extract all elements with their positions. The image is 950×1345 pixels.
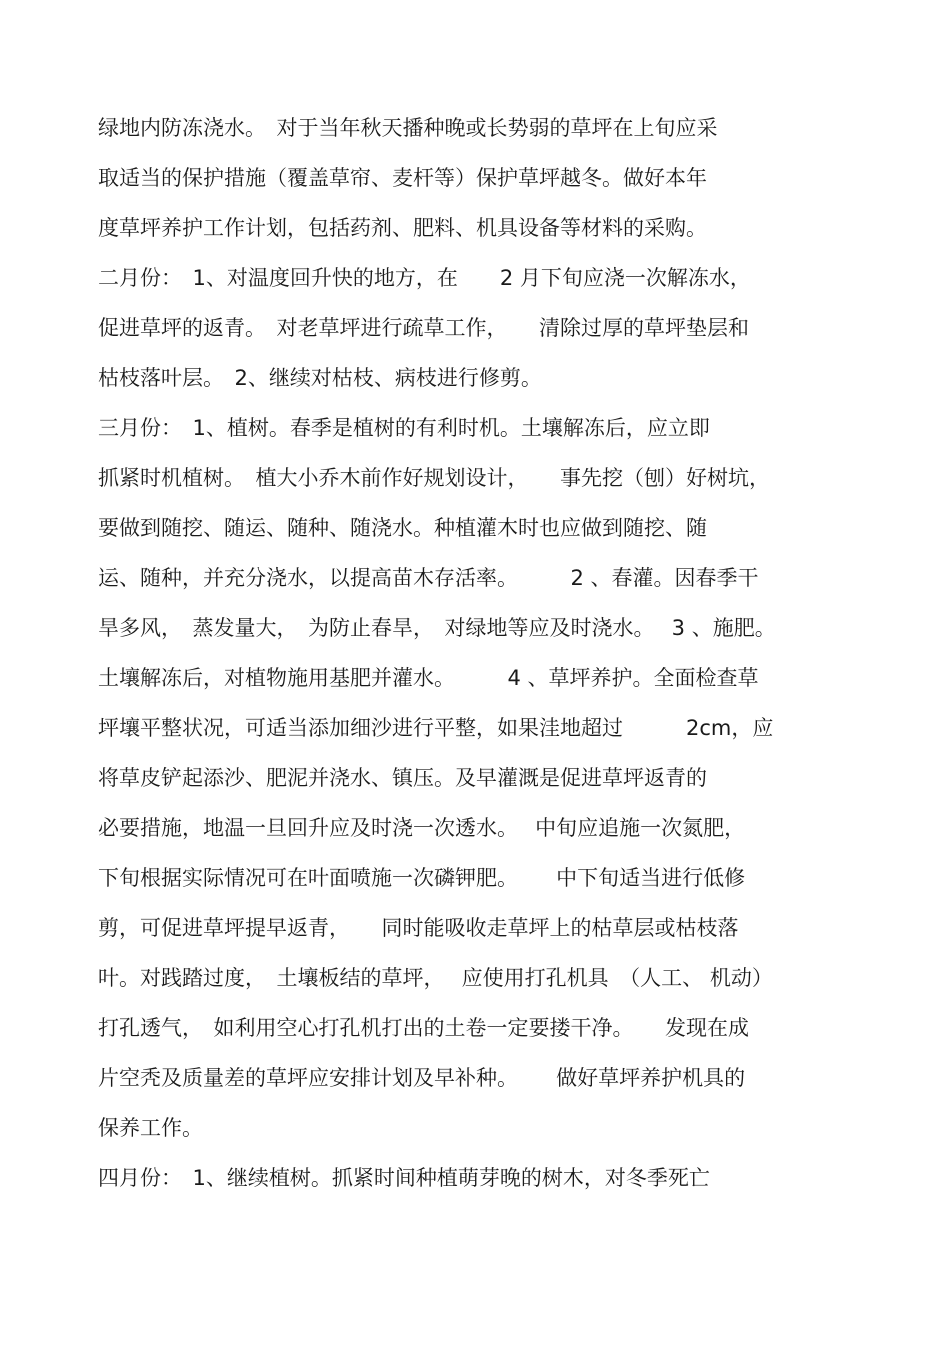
text-line: 剪，可促进草坪提早返青， 同时能吸收走草坪上的枯草层或枯枝落 <box>98 916 739 940</box>
text-line: 度草坪养护工作计划，包括药剂、肥料、机具设备等材料的采购。 <box>98 216 707 240</box>
text-line-february: 二月份： 1、对温度回升快的地方，在 2 月下旬应浇一次解冻水， <box>98 266 751 290</box>
text-line: 将草皮铲起添沙、肥泥并浇水、镇压。及早灌溉是促进草坪返青的 <box>98 766 707 790</box>
text-line: 要做到随挖、随运、随种、随浇水。种植灌木时也应做到随挖、随 <box>98 516 707 540</box>
text-line: 取适当的保护措施（覆盖草帘、麦杆等）保护草坪越冬。做好本年 <box>98 166 707 190</box>
text-line: 枯枝落叶层。 2、继续对枯枝、病枝进行修剪。 <box>98 366 542 390</box>
text-line: 坪壤平整状况，可适当添加细沙进行平整，如果洼地超过 2cm，应 <box>98 716 774 740</box>
text-line: 运、随种，并充分浇水，以提高苗木存活率。 2 、春灌。因春季干 <box>98 566 759 590</box>
text-line: 打孔透气， 如利用空心打孔机打出的土卷一定要搂干净。 发现在成 <box>98 1016 749 1040</box>
text-line-april: 四月份： 1、继续植树。抓紧时间种植萌芽晚的树木，对冬季死亡 <box>98 1166 710 1190</box>
text-line-march: 三月份： 1、植树。春季是植树的有利时机。土壤解冻后，应立即 <box>98 416 710 440</box>
text-line: 土壤解冻后，对植物施用基肥并灌水。 4 、草坪养护。全面检查草 <box>98 666 759 690</box>
text-line: 必要措施，地温一旦回升应及时浇一次透水。 中旬应追施一次氮肥， <box>98 816 746 840</box>
text-line: 下旬根据实际情况可在叶面喷施一次磷钾肥。 中下旬适当进行低修 <box>98 866 746 890</box>
text-line: 抓紧时机植树。 植大小乔木前作好规划设计， 事先挖（刨）好树坑， <box>98 466 770 490</box>
text-line: 保养工作。 <box>98 1116 203 1140</box>
text-line: 片空秃及质量差的草坪应安排计划及早补种。 做好草坪养护机具的 <box>98 1066 746 1090</box>
text-line: 绿地内防冻浇水。 对于当年秋天播种晚或长势弱的草坪在上旬应采 <box>98 116 718 140</box>
text-line: 旱多风， 蒸发量大， 为防止春旱， 对绿地等应及时浇水。 3 、施肥。 <box>98 616 776 640</box>
text-line: 促进草坪的返青。 对老草坪进行疏草工作， 清除过厚的草坪垫层和 <box>98 316 749 340</box>
body-text <box>98 108 858 1208</box>
text-line: 叶。对践踏过度， 土壤板结的草坪， 应使用打孔机具 （人工、 机动） <box>98 966 773 990</box>
